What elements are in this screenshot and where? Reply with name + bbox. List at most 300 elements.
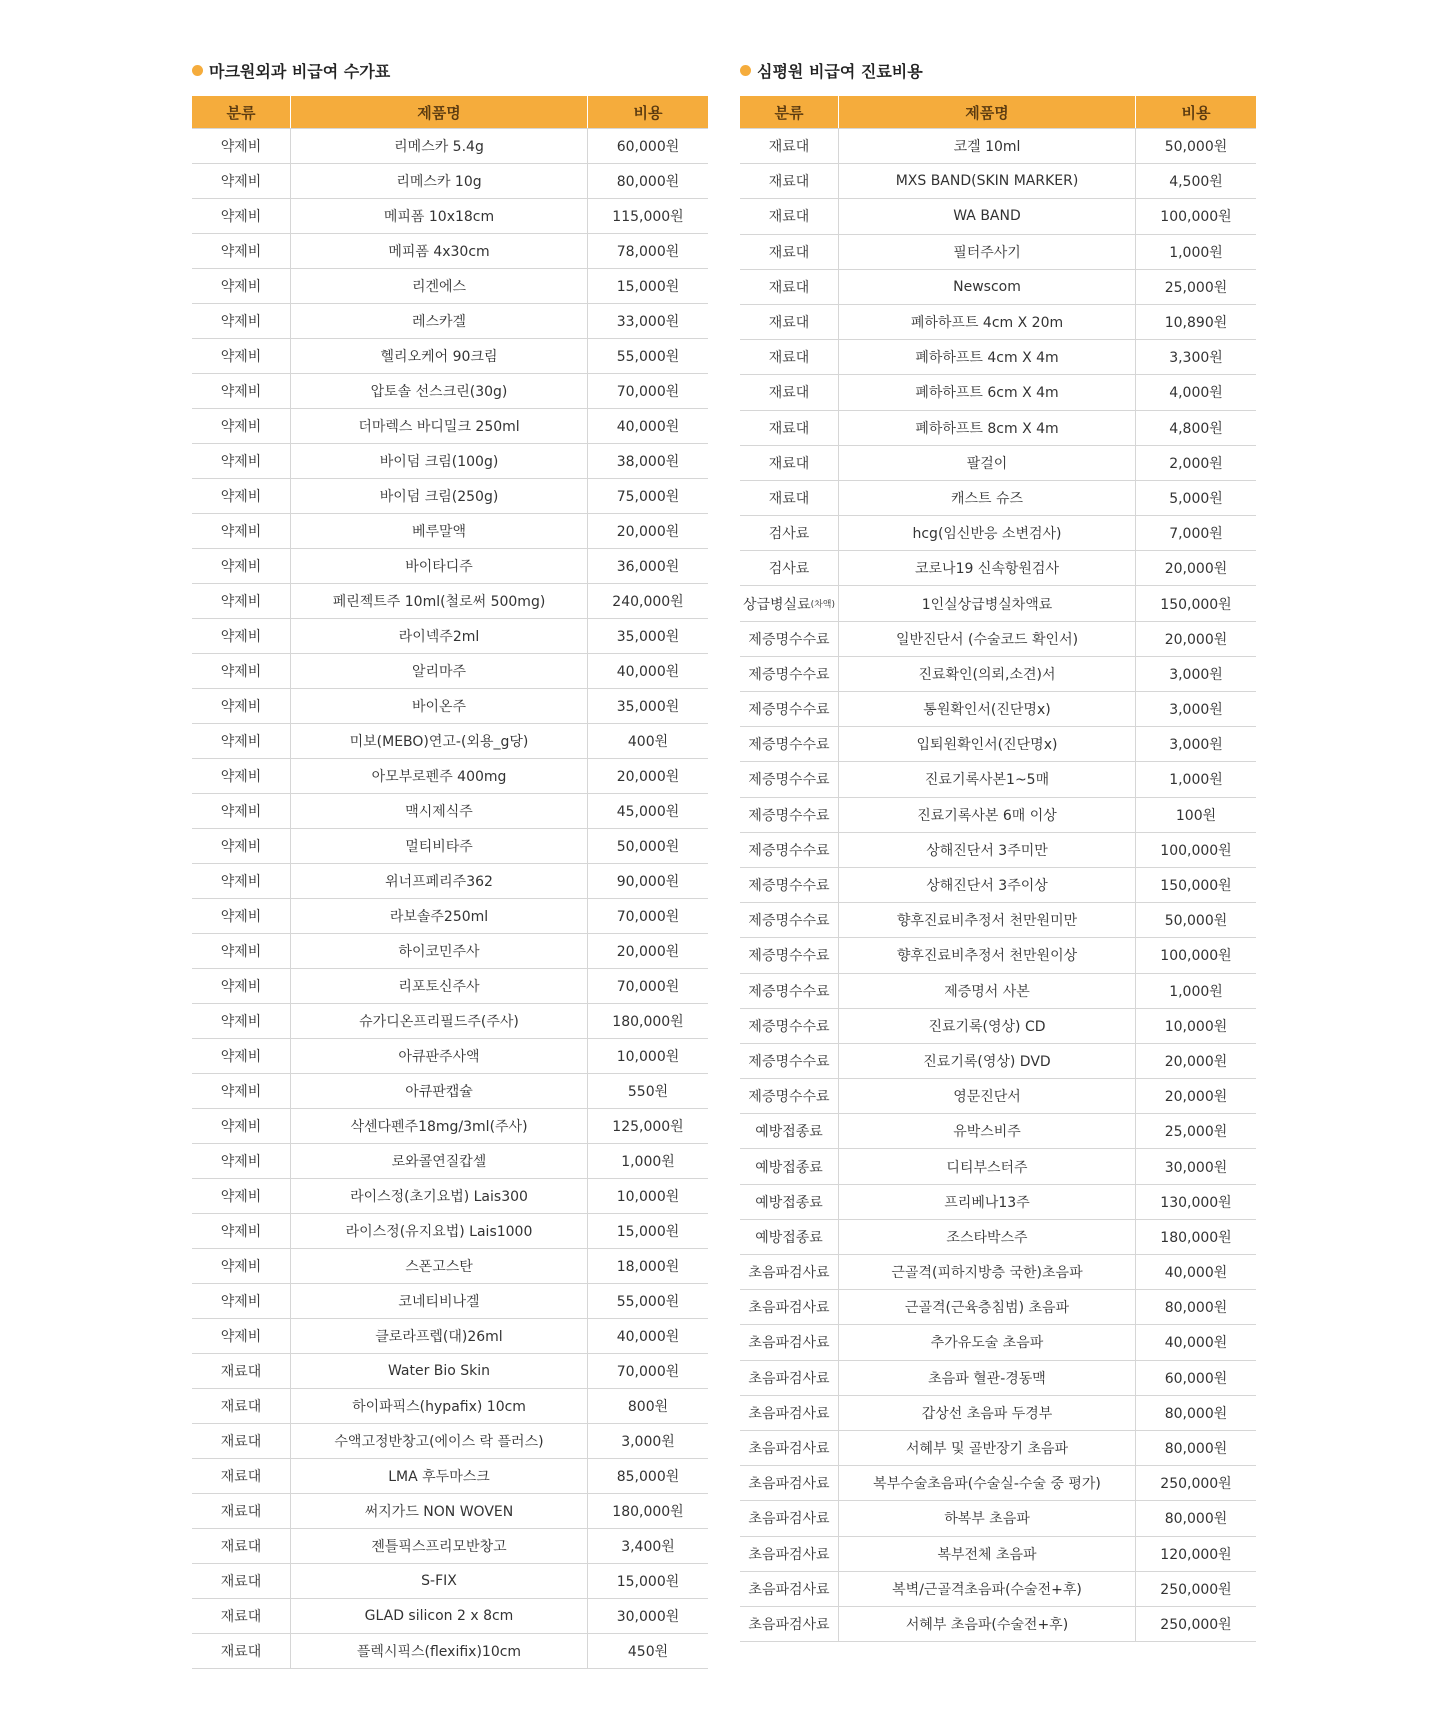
row-cost [1135,1255,1256,1289]
row-product-name-text: 아큐판주사액 [398,1049,480,1065]
row-cost [1135,938,1256,972]
row-category [192,759,290,793]
table-row [740,1148,1256,1183]
table-row [740,867,1256,902]
row-category-text: 약제비 [220,174,262,190]
table-row [192,198,708,233]
row-product-name [838,833,1135,867]
row-product-name-text: 코겔 10ml [953,139,1021,156]
row-product-name-text: 젠틀픽스프리모반창고 [371,1539,507,1555]
row-category-text: 제증명수수료 [748,1053,830,1070]
table-row [192,1458,708,1493]
row-product-name-text: 필터주사기 [953,244,1021,261]
row-product-name [290,1284,587,1318]
row-category [192,549,290,583]
row-category-text: 재료대 [768,350,810,367]
row-product-name [838,516,1135,550]
left-title-text: 마크원외과 비급여 수가표 [209,61,391,81]
row-cost-text: 90,000원 [616,874,680,890]
row-product-name [838,481,1135,515]
row-product-name [290,1529,587,1563]
row-cost-text: 80,000원 [1164,1511,1228,1528]
table-row [740,937,1256,972]
row-product-name [838,1114,1135,1148]
row-product-name [290,164,587,198]
row-product-name [838,1149,1135,1183]
row-product-name [838,1396,1135,1430]
table-row [740,621,1256,656]
row-product-name-text: 라이스정(초기요법) Lais300 [350,1189,528,1205]
row-category [192,1284,290,1318]
row-cost-text: 180,000원 [612,1014,684,1030]
row-cost [587,1319,708,1353]
row-product-name [290,934,587,968]
row-category [192,654,290,688]
row-product-name-text: 메피폼 4x30cm [388,244,490,260]
row-category-text: 약제비 [220,1119,262,1135]
row-cost-text: 55,000원 [616,349,680,365]
table-row [192,793,708,828]
row-product-name [838,199,1135,233]
row-cost [1135,270,1256,304]
row-product-name [290,1144,587,1178]
row-category-text: 약제비 [220,244,262,260]
row-category [740,1009,838,1043]
row-product-name [838,164,1135,198]
row-cost [1135,551,1256,585]
row-product-name [838,1325,1135,1359]
row-cost [587,969,708,1003]
row-category-text: 재료대 [768,420,810,437]
row-cost [587,409,708,443]
row-cost-text: 20,000원 [616,769,680,785]
row-category [192,1354,290,1388]
table-row [192,1388,708,1423]
row-product-name [838,446,1135,480]
table-row [740,726,1256,761]
row-category-text: 약제비 [220,1224,262,1240]
row-category [192,1039,290,1073]
table-row [192,1108,708,1143]
row-product-name-text: WA BAND [953,208,1021,225]
row-product-name [290,724,587,758]
row-category-text: 제증명수수료 [748,702,830,719]
row-product-name [290,1389,587,1423]
row-product-name [838,235,1135,269]
row-product-name-text: 레스카겔 [411,314,467,330]
row-cost-text: 40,000원 [616,1329,680,1345]
row-cost-text: 38,000원 [616,454,680,470]
row-product-name [838,1607,1135,1641]
row-cost [1135,868,1256,902]
row-category-text: 제증명수수료 [748,913,830,930]
header-cost: 비용 [587,96,708,128]
row-cost-text: 70,000원 [616,1364,680,1380]
row-category [192,164,290,198]
row-cost [1135,1501,1256,1535]
row-cost [1135,1149,1256,1183]
row-cost [587,1529,708,1563]
row-category-text: 약제비 [220,559,262,575]
row-cost-text: 60,000원 [616,139,680,155]
row-cost [587,234,708,268]
row-category-text: 초음파검사료 [748,1616,830,1633]
row-cost [1135,1290,1256,1324]
row-product-name-text: 상해진단서 3주미만 [926,842,1048,859]
row-product-name-text: 디티부스터주 [946,1159,1028,1176]
row-category [740,1044,838,1078]
row-category-text: 재료대 [768,209,810,226]
table-row [740,973,1256,1008]
table-row [192,583,708,618]
row-cost [1135,1114,1256,1148]
row-category [192,1459,290,1493]
row-product-name-text: 맥시제식주 [405,804,473,820]
row-category-text: 재료대 [768,455,810,472]
row-product-name [290,1004,587,1038]
row-category-text: 재료대 [768,385,810,402]
table-row [740,1360,1256,1395]
row-cost-text: 120,000원 [1160,1546,1232,1563]
table-row [740,163,1256,198]
row-product-name [838,586,1135,620]
row-product-name-text: 갑상선 초음파 두경부 [921,1405,1053,1422]
row-cost [587,1109,708,1143]
row-product-name-text: 더마렉스 바디밀크 250ml [358,419,520,435]
row-category [740,1466,838,1500]
right-price-section [740,54,1256,1642]
row-product-name-text: 리메스카 10g [396,174,482,190]
row-product-name [838,129,1135,163]
row-cost-text: 33,000원 [616,314,680,330]
row-cost-text: 180,000원 [1160,1229,1232,1246]
table-row [192,1143,708,1178]
row-product-name [290,1319,587,1353]
row-product-name [290,619,587,653]
row-category-text: 약제비 [220,349,262,365]
row-cost-text: 78,000원 [616,244,680,260]
row-cost [587,584,708,618]
row-category-text: 약제비 [220,1294,262,1310]
row-product-name-text: 하이파픽스(hypafix) 10cm [352,1399,526,1415]
table-row [192,618,708,653]
row-product-name [290,584,587,618]
row-product-name-text: 상해진단서 3주이상 [926,878,1048,895]
row-cost-text: 15,000원 [616,279,680,295]
row-cost-text: 50,000원 [1164,139,1228,156]
row-cost-text: 450원 [627,1644,669,1660]
table-row [192,163,708,198]
row-cost [587,1214,708,1248]
row-cost [587,1249,708,1283]
row-category [740,727,838,761]
row-cost [1135,974,1256,1008]
row-cost [1135,833,1256,867]
row-cost-text: 35,000원 [616,629,680,645]
row-cost [1135,164,1256,198]
row-category-text: 약제비 [220,1014,262,1030]
row-cost [587,1564,708,1598]
row-category [740,1431,838,1465]
row-product-name-text: 라보솔주250ml [389,909,489,925]
row-product-name-text: GLAD silicon 2 x 8cm [364,1608,514,1624]
row-category-text: 초음파검사료 [748,1476,830,1493]
row-cost-text: 30,000원 [616,1609,680,1625]
row-cost [1135,1607,1256,1641]
row-product-name-text: 팔걸이 [966,455,1008,472]
row-category-text: 약제비 [220,594,262,610]
row-category [192,1179,290,1213]
row-category [740,657,838,691]
row-category-text: 예방접종료 [755,1229,823,1246]
row-product-name-text: 멀티비타주 [405,839,473,855]
row-product-name-text: 서혜부 초음파(수술전+후) [905,1616,1069,1633]
row-product-name [290,514,587,548]
table-row [740,374,1256,409]
row-product-name-text: 아큐판캡슐 [405,1084,473,1100]
row-product-name [838,411,1135,445]
row-category [740,340,838,374]
table-row [192,268,708,303]
row-cost [1135,1396,1256,1430]
row-cost [587,129,708,163]
row-cost [587,479,708,513]
row-product-name [838,1501,1135,1535]
table-row [192,1423,708,1458]
row-cost-text: 7,000원 [1169,526,1223,543]
row-category-text: 재료대 [768,279,810,296]
table-row [192,408,708,443]
row-product-name-text: 복부수술초음파(수술실-수술 중 평가) [873,1476,1101,1493]
row-product-name-text: 진료기록사본 6매 이상 [917,807,1057,824]
row-category [192,304,290,338]
row-cost [1135,1537,1256,1571]
row-product-name [290,409,587,443]
table-row [740,902,1256,937]
row-cost [1135,798,1256,832]
row-category-text: 약제비 [220,139,262,155]
right-price-table [740,96,1256,1642]
row-category-text: 제증명수수료 [748,772,830,789]
row-category [192,1564,290,1598]
row-product-name-text: 아모부로펜주 400mg [371,769,507,785]
row-product-name-text: 영문진단서 [953,1089,1021,1106]
row-category-text: 재료대 [220,1609,262,1625]
row-product-name [290,1039,587,1073]
row-category-text: 초음파검사료 [748,1370,830,1387]
table-row [192,933,708,968]
row-product-name-text: 하복부 초음파 [944,1511,1030,1528]
row-product-name [838,1290,1135,1324]
row-product-name [838,1361,1135,1395]
row-cost-text: 5,000원 [1169,490,1223,507]
left-price-section [192,54,708,1669]
row-category [192,1074,290,1108]
row-product-name [290,269,587,303]
row-product-name [290,199,587,233]
row-cost [1135,375,1256,409]
table-row [192,828,708,863]
row-cost [1135,1325,1256,1359]
row-category-text: 초음파검사료 [748,1546,830,1563]
row-category [192,1004,290,1038]
row-cost-text: 125,000원 [612,1119,684,1135]
row-cost-text: 40,000원 [616,419,680,435]
row-category [740,622,838,656]
left-price-table [192,96,708,1669]
row-product-name-text: 근골격(근육층침범) 초음파 [904,1300,1070,1317]
row-category [740,798,838,832]
row-product-name [838,270,1135,304]
table-row [192,443,708,478]
row-category-text: 제증명수수료 [748,842,830,859]
row-product-name-text: S-FIX [421,1573,457,1589]
row-cost-text: 4,000원 [1169,385,1223,402]
row-product-name-text: 캐스트 슈즈 [950,490,1024,507]
row-category-text: 약제비 [220,769,262,785]
table-row [740,1008,1256,1043]
row-product-name-text: 압토솔 선스크린(30g) [370,384,508,400]
row-cost [1135,622,1256,656]
row-cost-text: 3,000원 [1169,702,1223,719]
row-category [192,1634,290,1668]
row-category [740,586,838,620]
table-row [740,269,1256,304]
row-product-name-text: 향후진료비추정서 천만원미만 [896,913,1078,930]
row-product-name-text: 폐하하프트 6cm X 4m [915,385,1059,402]
row-cost [1135,1185,1256,1219]
row-product-name-text: 리포토신주사 [398,979,480,995]
row-cost-text: 50,000원 [616,839,680,855]
row-category-text: 약제비 [220,314,262,330]
row-product-name-text: 위너프페리주362 [385,874,493,890]
row-cost [587,1039,708,1073]
table-row [192,1073,708,1108]
row-cost-text: 3,400원 [621,1539,675,1555]
table-row [192,1003,708,1038]
table-row [192,758,708,793]
row-product-name [838,1255,1135,1289]
row-category [192,864,290,898]
row-category [192,479,290,513]
row-cost [587,549,708,583]
row-category-text: 약제비 [220,279,262,295]
header-category: 분류 [774,103,804,122]
row-product-name-text: 베루말액 [411,524,467,540]
table-row [740,761,1256,796]
row-category [192,234,290,268]
row-category-text: 재료대 [768,315,810,332]
row-product-name-text: 폐하하프트 4cm X 4m [915,350,1059,367]
row-cost [587,199,708,233]
row-category [192,1389,290,1423]
row-category [740,938,838,972]
row-cost [1135,1220,1256,1254]
row-cost-text: 3,000원 [621,1434,675,1450]
row-category-text: 약제비 [220,384,262,400]
bullet-dot-icon [192,65,203,76]
table-row [740,198,1256,233]
row-cost [587,829,708,863]
row-category-text: 제증명수수료 [748,878,830,895]
row-cost-text: 4,500원 [1169,174,1223,191]
row-product-name [290,304,587,338]
row-cost [1135,903,1256,937]
row-category [740,199,838,233]
row-category-text: 초음파검사료 [748,1405,830,1422]
row-product-name-text: 삭센다펜주18mg/3ml(주사) [350,1119,528,1135]
table-row [192,1248,708,1283]
row-product-name-text: 진료기록사본1~5매 [924,772,1050,789]
row-cost-text: 1,000원 [1169,244,1223,261]
row-category [192,374,290,408]
row-product-name [290,444,587,478]
row-category [740,833,838,867]
row-cost [587,269,708,303]
row-product-name-text: 헬리오케어 90크림 [380,349,498,365]
row-category-text: 약제비 [220,979,262,995]
row-cost [587,724,708,758]
row-category [740,516,838,550]
row-product-name-text: 근골격(피하지방층 국한)초음파 [891,1265,1083,1282]
row-product-name-text: 일반진단서 (수술코드 확인서) [895,631,1079,648]
row-product-name [290,1354,587,1388]
row-category-text: 재료대 [220,1434,262,1450]
right-title-text: 심평원 비급여 진료비용 [757,61,923,81]
row-cost [1135,481,1256,515]
row-product-name-text: 복부전체 초음파 [937,1546,1037,1563]
left-section-title [192,54,708,86]
row-category-text: 검사료 [768,526,810,543]
row-category-text: 제증명수수료 [748,737,830,754]
row-product-name-text: 진료기록(영상) DVD [923,1053,1051,1070]
table-row [740,1043,1256,1078]
row-product-name-text: 조스타박스주 [946,1229,1028,1246]
row-product-name-text: 페린젝트주 10ml(철로써 500mg) [332,594,546,610]
row-category-text: 재료대 [220,1574,262,1590]
row-cost-text: 4,800원 [1169,420,1223,437]
row-product-name-text: 진료확인(의뢰,소견)서 [918,666,1056,683]
row-product-name [838,727,1135,761]
table-row [740,339,1256,374]
row-product-name [290,339,587,373]
row-product-name-text: LMA 후두마스크 [388,1469,490,1485]
row-category [192,1319,290,1353]
row-cost-text: 10,000원 [1164,1018,1228,1035]
row-category [740,129,838,163]
row-product-name [290,374,587,408]
row-category-text: 약제비 [220,839,262,855]
row-category [192,1214,290,1248]
row-product-name [838,551,1135,585]
row-category [740,446,838,480]
row-category-text: 재료대 [220,1539,262,1555]
table-row [192,373,708,408]
row-category-text: 약제비 [220,734,262,750]
row-product-name-text: 라이넥주2ml [398,629,480,645]
row-category-text: 초음파검사료 [748,1300,830,1317]
row-cost [1135,1431,1256,1465]
table-row [740,1113,1256,1148]
row-cost [1135,411,1256,445]
header-product-name: 제품명 [290,96,587,128]
row-product-name [838,798,1135,832]
row-cost [1135,305,1256,339]
row-product-name-text: 서혜부 및 골반장기 초음파 [905,1441,1069,1458]
row-category-text: 초음파검사료 [748,1265,830,1282]
row-product-name [838,340,1135,374]
row-product-name-text: 클로라프렙(대)26ml [375,1329,503,1345]
